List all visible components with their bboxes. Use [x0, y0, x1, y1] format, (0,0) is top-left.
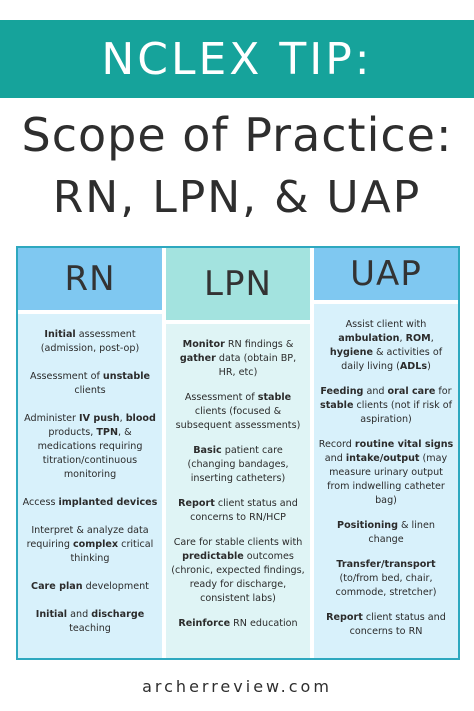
item-text: Care for stable clients with [173, 537, 303, 548]
item-text: outcomes (chronic, expected findings, ready for discharge, consistent labs) [171, 551, 305, 604]
item-text: RN education [230, 618, 298, 629]
list-item [22, 524, 158, 566]
column-lpn [166, 248, 310, 658]
item-text: RN findings & [224, 339, 294, 350]
item-text: & activities of daily living ( [341, 347, 443, 372]
item-text: , [119, 413, 126, 424]
list-item [318, 438, 454, 508]
item-text: Monitor [182, 339, 225, 350]
list-item [22, 496, 158, 510]
item-text: stable [320, 400, 354, 411]
item-text: for [435, 386, 452, 397]
list-item [22, 370, 158, 398]
item-text: client status and concerns to RN [349, 612, 446, 637]
item-text: Care plan [31, 581, 83, 592]
item-text: implanted devices [58, 497, 158, 508]
item-text: Administer [24, 413, 79, 424]
item-text: & linen change [368, 520, 435, 545]
item-text: , & medications requiring titration/continuous monitoring [37, 427, 143, 480]
item-text: Assist client with [345, 319, 427, 330]
item-text: Report [178, 498, 215, 509]
item-text: products, [48, 427, 97, 438]
column-body-rn [18, 314, 162, 658]
item-text: Initial [44, 329, 76, 340]
item-text: Report [326, 612, 363, 623]
item-text: Interpret & analyze data requiring [26, 525, 149, 550]
item-text: ambulation [338, 333, 400, 344]
list-item [22, 328, 158, 356]
item-text: Initial [35, 609, 68, 620]
list-item [22, 608, 158, 636]
item-text: discharge [91, 609, 145, 620]
item-text: unstable [102, 371, 150, 382]
list-item [318, 611, 454, 639]
item-text: IV push [79, 413, 120, 424]
item-text: , [399, 333, 406, 344]
item-text: ) [427, 361, 431, 372]
item-text: clients [74, 385, 106, 396]
list-item [318, 519, 454, 547]
item-text: teaching [69, 623, 111, 634]
scope-table [16, 246, 460, 660]
item-text: ADLs [399, 361, 428, 372]
list-item [170, 338, 306, 380]
item-text: gather [179, 353, 216, 364]
list-item [318, 385, 454, 427]
item-text: blood [125, 413, 156, 424]
item-text: clients (focused & subsequent assessments) [175, 406, 301, 431]
item-text: assessment (admission, post-op) [40, 329, 140, 354]
list-item [170, 444, 306, 486]
item-text: Record [318, 439, 355, 450]
item-text: development [82, 581, 149, 592]
item-text: routine vital signs [354, 439, 454, 450]
item-text: (to/from bed, chair, commode, stretcher) [335, 573, 437, 598]
item-text: intake/output [345, 453, 420, 464]
list-item [22, 580, 158, 594]
item-text: Access [22, 497, 59, 508]
item-text: ROM [405, 333, 431, 344]
column-uap [314, 248, 458, 658]
column-body-lpn [166, 324, 310, 658]
item-text: hygiene [329, 347, 373, 358]
item-text: Assessment of [184, 392, 258, 403]
item-text: Positioning [337, 520, 398, 531]
column-header-lpn: LPN [166, 248, 310, 320]
item-text: TPN [96, 427, 118, 438]
page-title: Scope of Practice: [21, 108, 453, 162]
item-text: critical thinking [70, 539, 154, 564]
item-text: Transfer/transport [336, 559, 436, 570]
item-text: Feeding [320, 386, 364, 397]
list-item [170, 617, 306, 631]
item-text: patient care (changing bandages, inserting catheters) [187, 445, 289, 484]
list-item [318, 318, 454, 374]
item-text: and [363, 386, 388, 397]
page-subtitle: RN, LPN, & UAP [52, 172, 422, 223]
item-text: and [324, 453, 346, 464]
item-text: (may measure urinary output from indwelling catheter bag) [327, 453, 448, 506]
column-header-rn: RN [18, 248, 162, 310]
item-text: oral care [387, 386, 436, 397]
column-body-uap [314, 304, 458, 658]
item-text: Assessment of [30, 371, 103, 382]
item-text: complex [72, 539, 119, 550]
list-item [170, 497, 306, 525]
item-text: data (obtain BP, HR, etc) [215, 353, 297, 378]
footer-url: archerreview.com [142, 677, 332, 696]
list-item [170, 536, 306, 606]
item-text: predictable [182, 551, 244, 562]
item-text: Reinforce [178, 618, 231, 629]
list-item [22, 412, 158, 482]
banner-title: NCLEX TIP: [0, 20, 474, 98]
item-text: clients (not if risk of aspiration) [353, 400, 452, 425]
column-rn [18, 248, 162, 658]
item-text: stable [257, 392, 292, 403]
item-text: client status and concerns to RN/HCP [190, 498, 298, 523]
item-text: Basic [193, 445, 222, 456]
column-header-uap: UAP [314, 248, 458, 300]
list-item [170, 391, 306, 433]
item-text: , [430, 333, 434, 344]
list-item [318, 558, 454, 600]
item-text: and [67, 609, 92, 620]
